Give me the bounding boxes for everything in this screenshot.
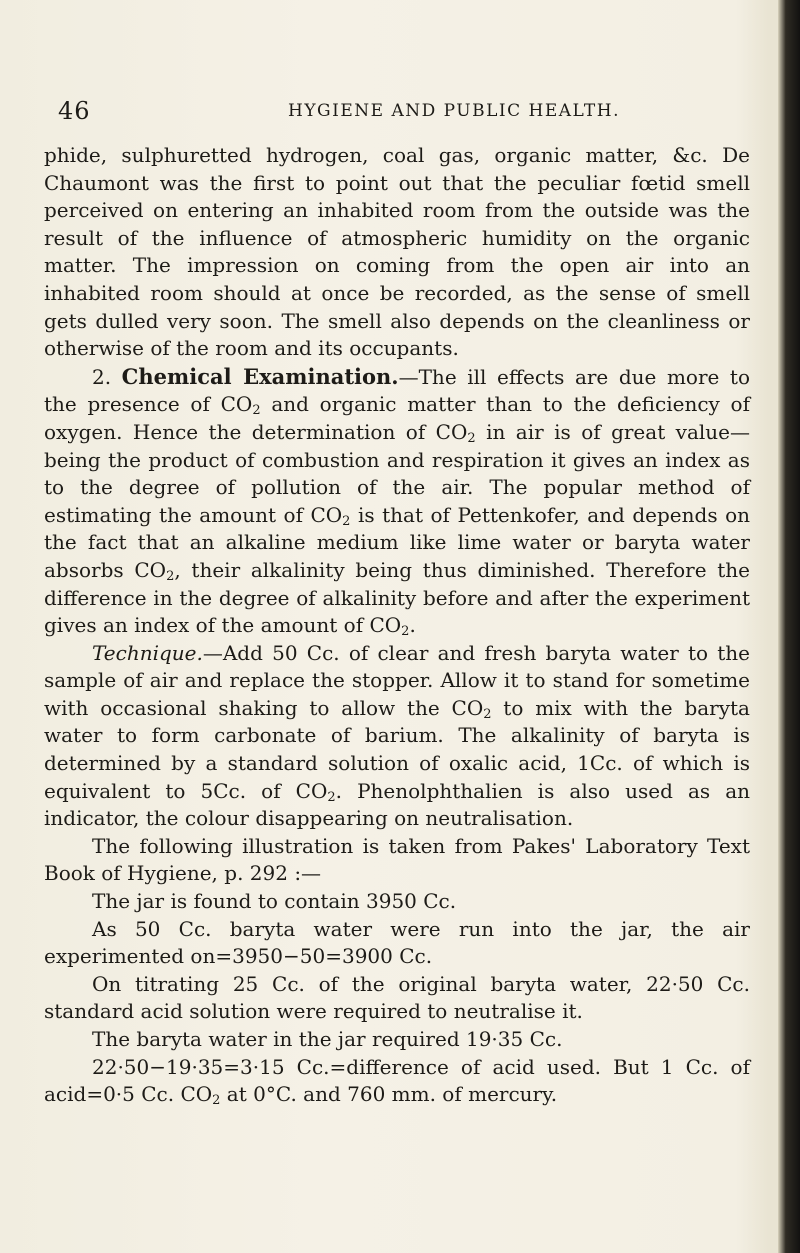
page-header xyxy=(58,97,748,127)
section-number: 2. xyxy=(92,364,112,389)
page-body xyxy=(44,142,750,1109)
paragraph-jar-volume: The jar is found to contain 3950 Cc. xyxy=(92,889,457,914)
running-title: HYGIENE AND PUBLIC HEALTH. xyxy=(288,101,620,121)
page-number: 46 xyxy=(58,97,91,125)
technique-label: Technique. xyxy=(92,640,203,665)
section-heading: Chemical Examination. xyxy=(121,363,399,389)
paragraph-difference: 22·50−19·35=3·15 Cc.=difference of acid used. But 1 Cc. of acid=0·5 Cc. $CO_2$ at 0°C. and 760 mm. of mercury. xyxy=(44,1054,750,1109)
paragraph-smell: phide, sulphuretted hydrogen, coal gas, organic matter, &c. De Chaumont was the first to point out that the peculiar fœtid smell perceived on entering an inhabited room from the outside was the result of the influence of atmospheric humidity on the organic matter. The impression on coming from the open air into an inhabited room should at once be recorded, as the sense of smell gets dulled very soon. The smell also depends on the cleanliness or otherwise of the room and its occupants. xyxy=(44,143,750,361)
paragraph-illustration: The following illustration is taken from Pakes' Laboratory Text Book of Hygiene, p. 292 :— xyxy=(44,833,750,886)
paragraph-air-experimented: As 50 Cc. baryta water were run into the jar, the air experimented on=3950−50=3900 Cc. xyxy=(44,916,750,969)
paragraph-technique: Technique.—Add 50 Cc. of clear and fresh baryta water to the sample of air and replace the stopper. Allow it to stand for sometime with occasional shaking to allow the $CO_2$ to mix with the baryta water to form carbonate of barium. The alkalinity of baryta is determined by a standard solution of oxalic acid, 1Cc. of which is equivalent to 5Cc. of $CO_2$. Phenolphthalien is also used as an indicator, the colour disappearing on neutralisation. xyxy=(44,640,751,831)
page-binding-edge xyxy=(778,0,800,1253)
paragraph-chemical-examination: 2. Chemical Examination.—The ill effects are due more to the presence of $CO_2$ and organic matter than to the deficiency of oxygen. Hence the determination of $CO_2$ in air is of great value—being the product of combustion and respiration it gives an index as to the degree of pollution of the air. The popular method of estimating the amount of $CO_2$ is that of Pettenkofer, and depends on the fact that an alkaline medium like lime water or baryta water absorbs $CO_2$, their alkalinity being thus diminished. Therefore the difference in the degree of alkalinity before and after the experiment gives an index of the amount of $CO_2$. xyxy=(44,363,751,640)
paragraph-titrating: On titrating 25 Cc. of the original baryta water, 22·50 Cc. standard acid solution were required to neutralise it. xyxy=(44,971,750,1024)
paragraph-baryta-required: The baryta water in the jar required 19·35 Cc. xyxy=(92,1027,563,1051)
